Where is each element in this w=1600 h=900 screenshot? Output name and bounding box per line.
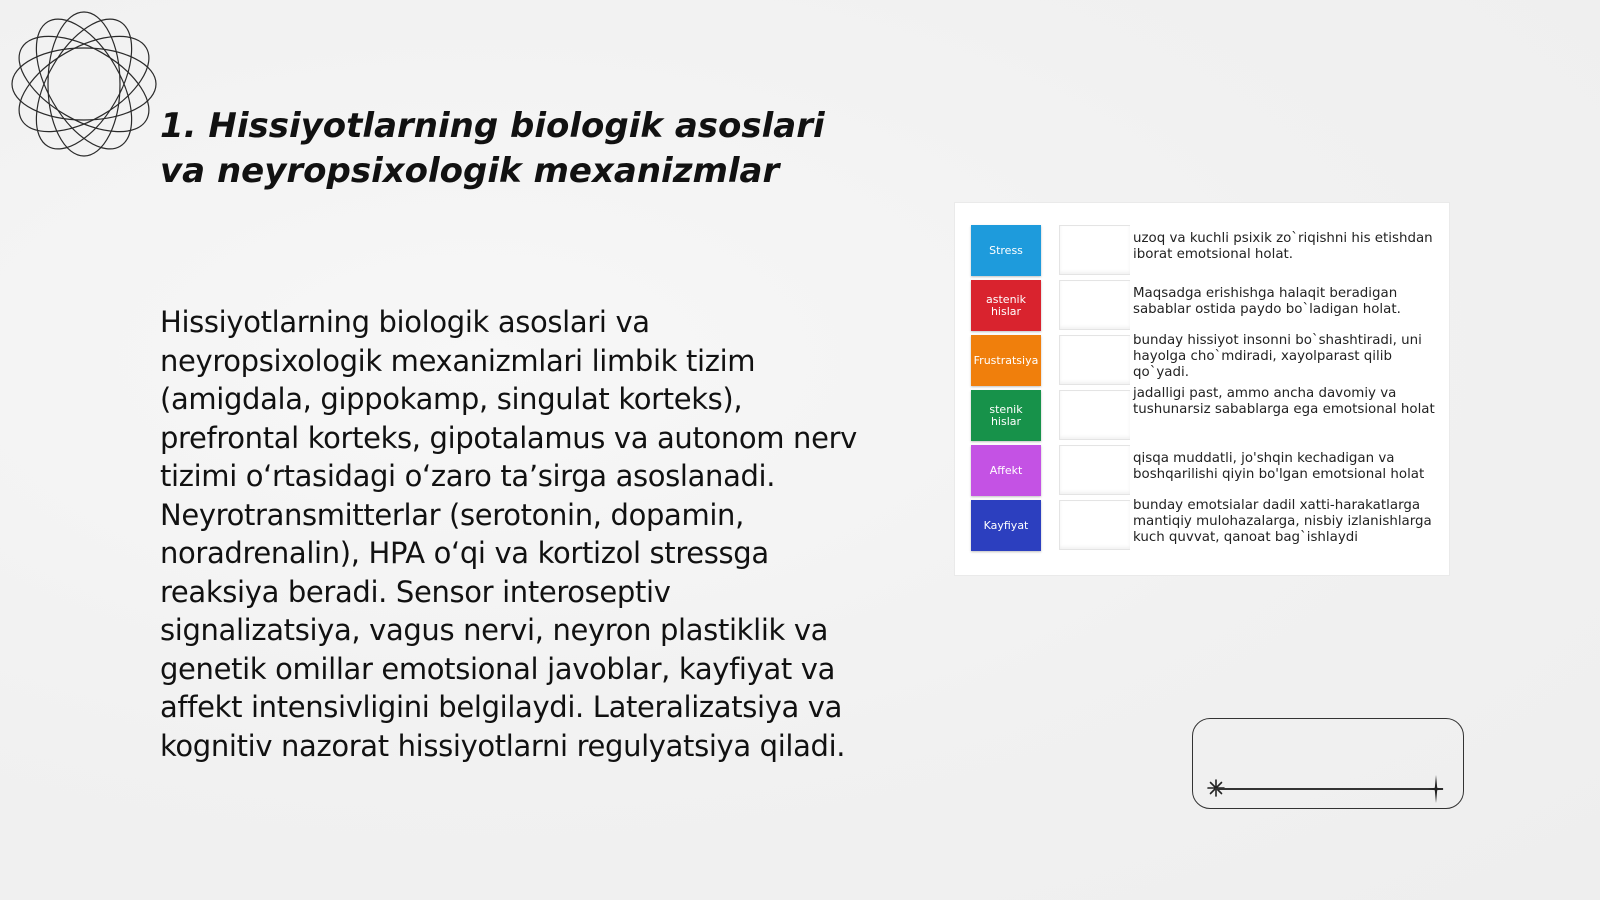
drop-slot[interactable] bbox=[1059, 280, 1130, 330]
answer-tile[interactable]: Kayfiyat bbox=[971, 500, 1041, 551]
matching-row bbox=[955, 333, 1449, 387]
geometric-rings-logo bbox=[8, 8, 160, 160]
drop-slot[interactable] bbox=[1059, 500, 1130, 550]
definition-text: bunday emotsialar dadil xatti-harakatlarga mantiqiy mulohazalarga, nisbiy izlanishlarga kuch quvvat, qanoat bag`ishlaydi bbox=[1133, 498, 1432, 545]
progress-track[interactable] bbox=[1215, 788, 1443, 790]
definition-text: qisqa muddatli, jo'shqin kechadigan va boshqarilishi qiyin bo'lgan emotsional holat bbox=[1133, 451, 1425, 482]
answer-tile[interactable]: Stress bbox=[971, 225, 1041, 276]
slide-title: 1. Hissiyotlarning biologik asoslari va neyropsixologik mexanizmlar bbox=[160, 106, 825, 191]
definition-text: jadalligi past, ammo ancha davomiy va tushunarsiz sabablarga ega emotsional holat bbox=[1133, 386, 1435, 417]
slide-body-text: Hissiyotlarning biologik asoslari va neyropsixologik mexanizmlari limbik tizim (amigdala, gippokamp, singulat korteks), prefrontal korteks, gipotalamus va autonom nerv tizimi o‘rtasidagi o‘zaro ta’sirga asoslanadi. Neyrotransmitterlar (serotonin, dopamin, noradrenalin), HPA o‘qi va kortizol stressga reaksiya beradi. Sensor interoseptiv signalizatsiya, vagus nervi, neyron plastiklik va genetik omillar emotsional javoblar, kayfiyat va affekt intensivligini belgilaydi. Lateralizatsiya va kognitiv nazorat hissiyotlarni regulyatsiya qiladi. bbox=[160, 305, 857, 763]
matching-row bbox=[955, 223, 1449, 277]
matching-row bbox=[955, 498, 1449, 552]
sparkle-end-icon[interactable] bbox=[1428, 775, 1444, 803]
drop-slot[interactable] bbox=[1059, 445, 1130, 495]
definition-text: Maqsadga erishishga halaqit beradigan sabablar ostida paydo bo`ladigan holat. bbox=[1133, 286, 1401, 317]
drop-slot[interactable] bbox=[1059, 390, 1130, 440]
media-player-box[interactable] bbox=[1192, 718, 1464, 809]
drop-slot[interactable] bbox=[1059, 335, 1130, 385]
answer-tile[interactable]: astenik hislar bbox=[971, 280, 1041, 331]
answer-tile[interactable]: Affekt bbox=[971, 445, 1041, 496]
answer-tile[interactable]: stenik hislar bbox=[971, 390, 1041, 441]
matching-row bbox=[955, 278, 1449, 332]
drop-slot[interactable] bbox=[1059, 225, 1130, 275]
matching-row bbox=[955, 388, 1449, 442]
answer-tile[interactable]: Frustratsiya bbox=[971, 335, 1041, 386]
matching-row bbox=[955, 443, 1449, 497]
matching-exercise-card bbox=[954, 202, 1450, 576]
definition-text: uzoq va kuchli psixik zo`riqishni his etishdan iborat emotsional holat. bbox=[1133, 231, 1433, 262]
definition-text: bunday hissiyot insonni bo`shashtiradi, uni hayolga cho`mdiradi, xayolparast qilib qo`yadi. bbox=[1133, 333, 1422, 380]
